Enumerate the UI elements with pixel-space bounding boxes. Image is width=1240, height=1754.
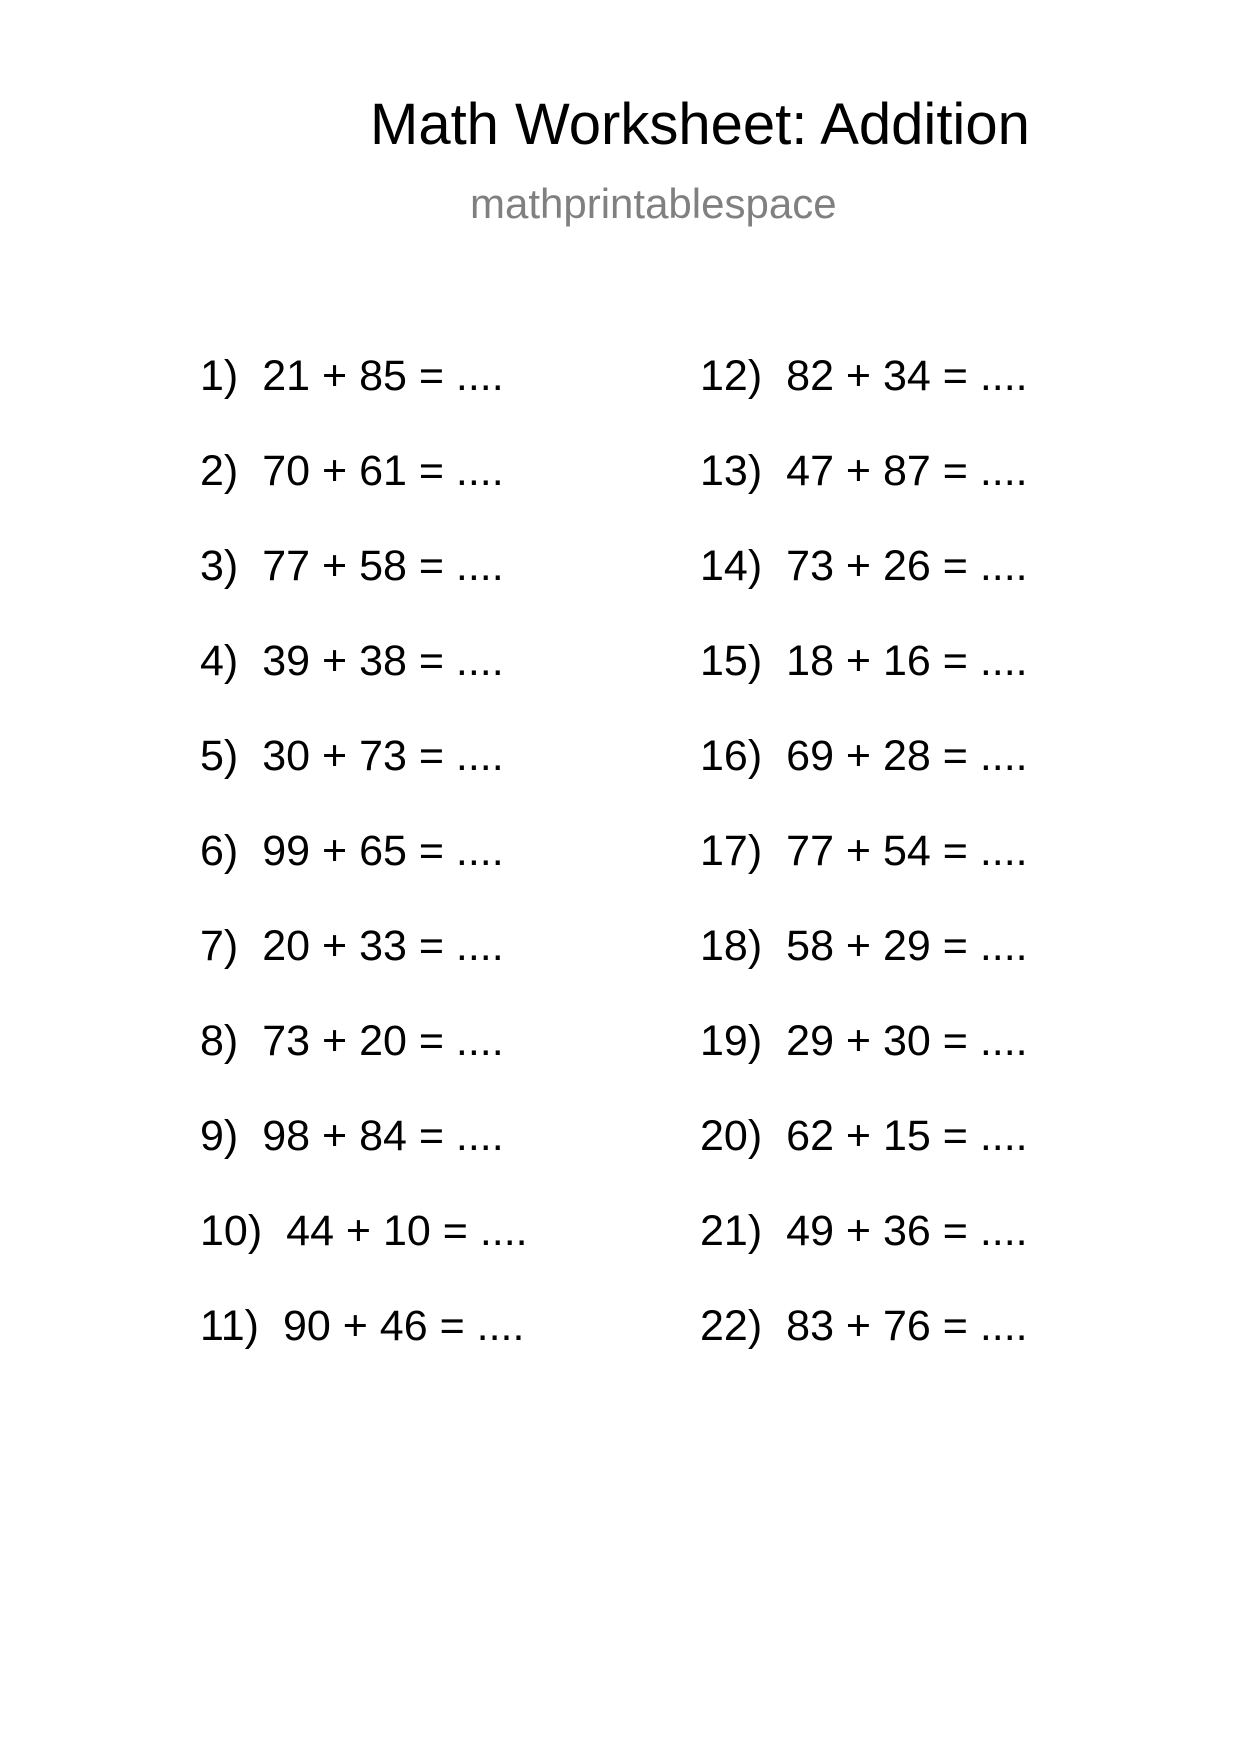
problem-expression: 83 + 76 = .... xyxy=(786,1302,1028,1350)
problem-number: 15) xyxy=(700,637,763,685)
problem-expression: 18 + 16 = .... xyxy=(786,637,1028,685)
problem-item xyxy=(700,542,1028,640)
problem-number: 17) xyxy=(700,827,763,875)
problem-item xyxy=(700,352,1028,450)
problem-item xyxy=(700,732,1028,830)
problem-expression: 39 + 38 = .... xyxy=(262,637,504,685)
problem-number: 11) xyxy=(200,1302,259,1350)
problem-expression: 77 + 58 = .... xyxy=(262,542,504,590)
problem-expression: 47 + 87 = .... xyxy=(786,447,1028,495)
problem-item xyxy=(200,732,528,830)
problem-expression: 44 + 10 = .... xyxy=(286,1207,528,1255)
problem-column-right xyxy=(700,352,1028,1400)
problem-expression: 49 + 36 = .... xyxy=(786,1207,1028,1255)
problem-number: 6) xyxy=(200,827,239,875)
problem-number: 10) xyxy=(200,1207,263,1255)
problem-number: 20) xyxy=(700,1112,763,1160)
problem-item xyxy=(700,922,1028,1020)
problem-expression: 58 + 29 = .... xyxy=(786,922,1028,970)
problem-expression: 29 + 30 = .... xyxy=(786,1017,1028,1065)
problem-expression: 30 + 73 = .... xyxy=(262,732,504,780)
problem-item xyxy=(200,1112,528,1210)
problem-number: 14) xyxy=(700,542,763,590)
problem-number: 4) xyxy=(200,637,239,685)
problem-number: 12) xyxy=(700,352,763,400)
problem-item xyxy=(700,447,1028,545)
problem-item xyxy=(700,827,1028,925)
page-title: Math Worksheet: Addition xyxy=(370,92,1030,157)
problem-expression: 70 + 61 = .... xyxy=(262,447,504,495)
problem-expression: 21 + 85 = .... xyxy=(262,352,504,400)
problem-number: 9) xyxy=(200,1112,239,1160)
problem-expression: 20 + 33 = .... xyxy=(262,922,504,970)
problem-item xyxy=(200,1207,528,1305)
problem-item xyxy=(700,637,1028,735)
problem-number: 3) xyxy=(200,542,239,590)
problem-expression: 62 + 15 = .... xyxy=(786,1112,1028,1160)
problem-number: 1) xyxy=(200,352,239,400)
problem-number: 2) xyxy=(200,447,239,495)
problem-item xyxy=(700,1302,1028,1400)
problem-number: 5) xyxy=(200,732,239,780)
problem-item xyxy=(200,542,528,640)
problem-item xyxy=(700,1207,1028,1305)
problem-expression: 98 + 84 = .... xyxy=(262,1112,504,1160)
problem-item xyxy=(200,637,528,735)
problem-expression: 82 + 34 = .... xyxy=(786,352,1028,400)
problem-item xyxy=(700,1112,1028,1210)
problem-number: 19) xyxy=(700,1017,763,1065)
problem-number: 18) xyxy=(700,922,763,970)
problem-item xyxy=(700,1017,1028,1115)
problem-expression: 77 + 54 = .... xyxy=(786,827,1028,875)
problem-number: 16) xyxy=(700,732,763,780)
problem-number: 21) xyxy=(700,1207,763,1255)
problem-expression: 69 + 28 = .... xyxy=(786,732,1028,780)
page-subtitle: mathprintablespace xyxy=(470,180,837,227)
problem-expression: 90 + 46 = .... xyxy=(282,1302,525,1350)
problem-expression: 73 + 20 = .... xyxy=(262,1017,504,1065)
problem-item xyxy=(200,922,528,1020)
problem-item xyxy=(200,1302,528,1400)
problem-item xyxy=(200,447,528,545)
problem-number: 7) xyxy=(200,922,239,970)
problem-item xyxy=(200,1017,528,1115)
problem-expression: 99 + 65 = .... xyxy=(262,827,504,875)
problem-number: 13) xyxy=(700,447,763,495)
problem-number: 8) xyxy=(200,1017,239,1065)
problem-item xyxy=(200,827,528,925)
problem-column-left xyxy=(200,352,528,1400)
problem-expression: 73 + 26 = .... xyxy=(786,542,1028,590)
problem-number: 22) xyxy=(700,1302,763,1350)
problem-item xyxy=(200,352,528,450)
